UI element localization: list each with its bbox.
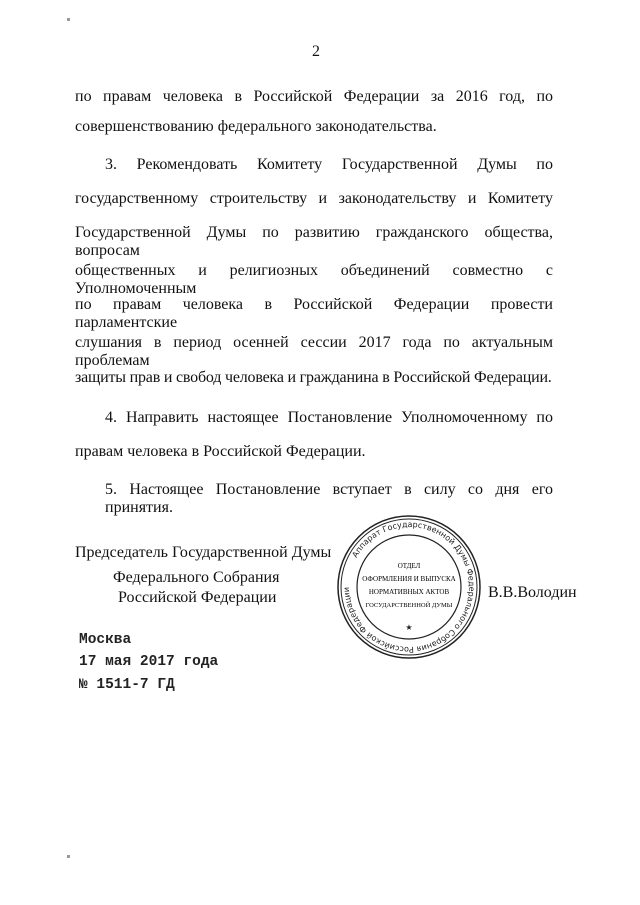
svg-text:Аппарат Государственной Думы Ф: [342, 520, 476, 654]
body-line: Государственной Думы по развитию гражданского общества, вопросам: [75, 224, 553, 259]
body-line: правам человека в Российской Федерации.: [75, 443, 366, 460]
body-line: 4. Направить настоящее Постановление Уполномоченному по: [105, 409, 553, 426]
stamp-outer-text: Аппарат Государственной Думы Федерального Собрания Российской Федерации: [341, 519, 477, 655]
stamp-inner-line: ГОСУДАРСТВЕННОЙ ДУМЫ: [365, 602, 453, 609]
document-number: № 1511-7 ГД: [79, 677, 175, 693]
body-line: государственному строительству и законодательству и Комитету: [75, 190, 553, 207]
scan-mark: [67, 855, 70, 858]
stamp-inner-line: ОФОРМЛЕНИЯ И ВЫПУСКА: [362, 575, 456, 583]
city: Москва: [79, 632, 132, 648]
stamp-inner-line: НОРМАТИВНЫХ АКТОВ: [368, 588, 450, 596]
body-line: совершенствованию федерального законодательства.: [75, 118, 437, 135]
stamp-inner-line: ОТДЕЛ: [397, 562, 421, 570]
body-line: по правам человека в Российской Федерации за 2016 год, по: [75, 88, 553, 105]
body-line: общественных и религиозных объединений совместно с Уполномоченным: [75, 262, 553, 297]
signatory-title-line: Председатель Государственной Думы: [75, 544, 332, 561]
body-line: по правам человека в Российской Федерации провести парламентские: [75, 296, 553, 331]
body-line: 3. Рекомендовать Комитету Государственной Думы по: [105, 156, 553, 173]
signatory-title-line: Федерального Собрания: [113, 569, 280, 586]
official-stamp: [336, 514, 482, 665]
scan-mark: [67, 18, 70, 21]
signatory-title-line: Российской Федерации: [118, 589, 277, 606]
star-icon: ★: [405, 623, 413, 632]
page-number: 2: [312, 43, 320, 60]
body-line: слушания в период осенней сессии 2017 года по актуальным проблемам: [75, 334, 553, 369]
date: 17 мая 2017 года: [79, 654, 219, 670]
body-line: защиты прав и свобод человека и гражданина в Российской Федерации.: [75, 369, 552, 386]
body-line: 5. Настоящее Постановление вступает в силу со дня его принятия.: [105, 481, 553, 516]
signatory-name: В.В.Володин: [488, 584, 577, 601]
